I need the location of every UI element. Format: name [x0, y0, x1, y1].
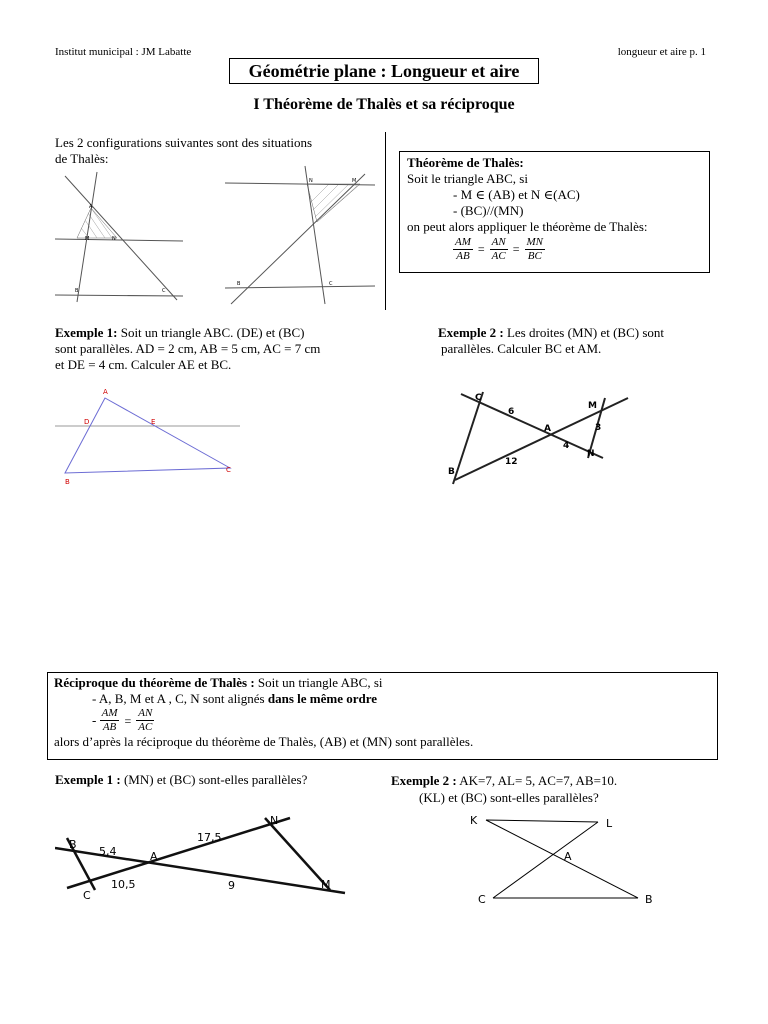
- label-n: N: [112, 236, 116, 242]
- label-a-ex2: A: [544, 424, 551, 434]
- label-e-ex1: E: [151, 418, 156, 426]
- label-a-ex1: A: [103, 388, 108, 396]
- theorem-conclusion: on peut alors appliquer le théorème de Thalès:: [407, 219, 648, 234]
- label-3: 3: [595, 423, 602, 433]
- header-right: longueur et aire p. 1: [617, 46, 706, 58]
- label-175: 17,5: [197, 831, 222, 844]
- line-2-2: [231, 174, 365, 304]
- label-a-ex2b: A: [564, 850, 572, 863]
- label-m-ex2: M: [588, 401, 597, 411]
- label-105: 10,5: [111, 878, 136, 891]
- fraction-am-ab-rec: $\frac{AM}{AB}$: [101, 707, 118, 733]
- theorem-cond2: - (BC)//(MN): [453, 203, 524, 218]
- line-kl: [486, 820, 598, 822]
- reciprocal-box: Réciproque du théorème de Thalès : Soit un triangle ABC, si - A, B, M et A , C, N sont alignés dans le même ordre - $\frac{AM}{AB}$ = $\frac{AN}{AC}$ alors d’après la réciproque du théorème de Thalès, (AB) et (MN) sont parallèles.: [47, 672, 718, 760]
- label-c-ex2b: C: [478, 893, 486, 906]
- theorem-formula: $\frac{AM}{AB}$ = $\frac{AN}{AC}$ = $\frac{MN}{BC}$: [455, 236, 544, 262]
- label-c-ex2: C: [475, 393, 482, 403]
- label-m: M: [85, 236, 90, 242]
- label-b-ex1: B: [65, 478, 70, 486]
- triangle-abc: [65, 398, 230, 473]
- reciprocal-formula: - $\frac{AM}{AB}$ = $\frac{AN}{AC}$: [92, 707, 153, 733]
- label-a-ex1b: A: [150, 850, 158, 863]
- config-figure-1: [55, 168, 183, 306]
- label-d-ex1: D: [84, 418, 90, 426]
- column-divider: [385, 132, 386, 310]
- example2-text: Exemple 2 : Les droites (MN) et (BC) sont parallèles. Calculer BC et AM.: [438, 325, 665, 356]
- label-n2: N: [309, 178, 313, 184]
- exemple1b-text: Exemple 1 : (MN) et (BC) sont-elles parallèles?: [55, 772, 308, 787]
- theorem-title: Théorème de Thalès:: [407, 155, 524, 170]
- hatch-triangle-1: [77, 208, 117, 238]
- line-cn: [461, 394, 603, 458]
- label-54: 5,4: [99, 845, 117, 858]
- reciprocal-title: Réciproque du théorème de Thalès :: [54, 675, 255, 690]
- label-12: 12: [505, 457, 518, 467]
- line-1-2: [305, 166, 325, 304]
- label-n-ex2: N: [587, 449, 595, 459]
- theorem-line1: Soit le triangle ABC, si: [407, 171, 528, 186]
- example1-label: Exemple 1:: [55, 325, 118, 340]
- label-b-ex1b: B: [69, 838, 77, 851]
- label-9: 9: [228, 879, 235, 892]
- theorem-cond1: - M ∈ (AB) et N ∈(AC): [453, 187, 580, 202]
- label-m-ex1b: M: [321, 878, 331, 891]
- page-title: Géométrie plane : Longueur et aire: [229, 58, 539, 84]
- exemple2b-figure: [468, 810, 668, 910]
- line-bc-ex2: [453, 392, 483, 484]
- example2-label: Exemple 2 :: [438, 325, 504, 340]
- reciprocal-conclusion: alors d’après la réciproque du théorème de Thalès, (AB) et (MN) sont parallèles.: [54, 734, 474, 749]
- label-c: C: [162, 288, 166, 294]
- label-b2: B: [237, 281, 241, 287]
- exemple1b-label: Exemple 1 :: [55, 772, 121, 787]
- label-n-ex1b: N: [270, 814, 279, 827]
- label-b-ex2: B: [448, 467, 455, 477]
- fraction-an-ac: $\frac{AN}{AC}$: [491, 236, 506, 262]
- config-figure-2: [225, 164, 375, 309]
- example2-figure: [443, 388, 633, 488]
- intro-line2: de Thalès:: [55, 151, 109, 166]
- label-b: B: [75, 288, 79, 294]
- label-k: K: [470, 814, 478, 827]
- theorem-box: [399, 151, 710, 273]
- fraction-am-ab: $\frac{AM}{AB}$: [455, 236, 471, 262]
- label-c2: C: [329, 281, 333, 287]
- line-lc: [493, 822, 598, 898]
- label-4: 4: [563, 441, 570, 451]
- label-c-ex1: C: [226, 466, 231, 474]
- header-left: Institut municipal : JM Labatte: [55, 46, 192, 58]
- label-b-ex2b: B: [645, 893, 653, 906]
- line-mn-1: [55, 239, 183, 241]
- section-title: I Théorème de Thalès et sa réciproque: [253, 96, 515, 113]
- label-l: L: [606, 817, 613, 830]
- example1-text: Exemple 1: Soit un triangle ABC. (DE) et (BC) sont parallèles. AD = 2 cm, AB = 5 cm, AC = 7 cm et DE = 4 cm. Calculer AE et BC.: [55, 325, 321, 372]
- exemple2b-label: Exemple 2 :: [391, 773, 457, 788]
- label-m2: M: [352, 178, 357, 184]
- fraction-mn-bc: $\frac{MN}{BC}$: [526, 236, 544, 262]
- hatching-2: [311, 184, 357, 219]
- exemple2b-text: Exemple 2 : AK=7, AL= 5, AC=7, AB=10. (KL) et (BC) sont-elles parallèles?: [391, 773, 618, 805]
- line-bc-2: [225, 286, 375, 288]
- intro-line1: Les 2 configurations suivantes sont des situations: [55, 135, 313, 150]
- fraction-an-ac-rec: $\frac{AN}{AC}$: [138, 707, 153, 733]
- label-a: A: [89, 204, 93, 210]
- label-6: 6: [508, 407, 515, 417]
- label-c-ex1b: C: [83, 889, 91, 902]
- exemple1b-figure: [55, 808, 355, 903]
- example1-figure: [55, 386, 245, 490]
- line-bc-1: [55, 295, 183, 296]
